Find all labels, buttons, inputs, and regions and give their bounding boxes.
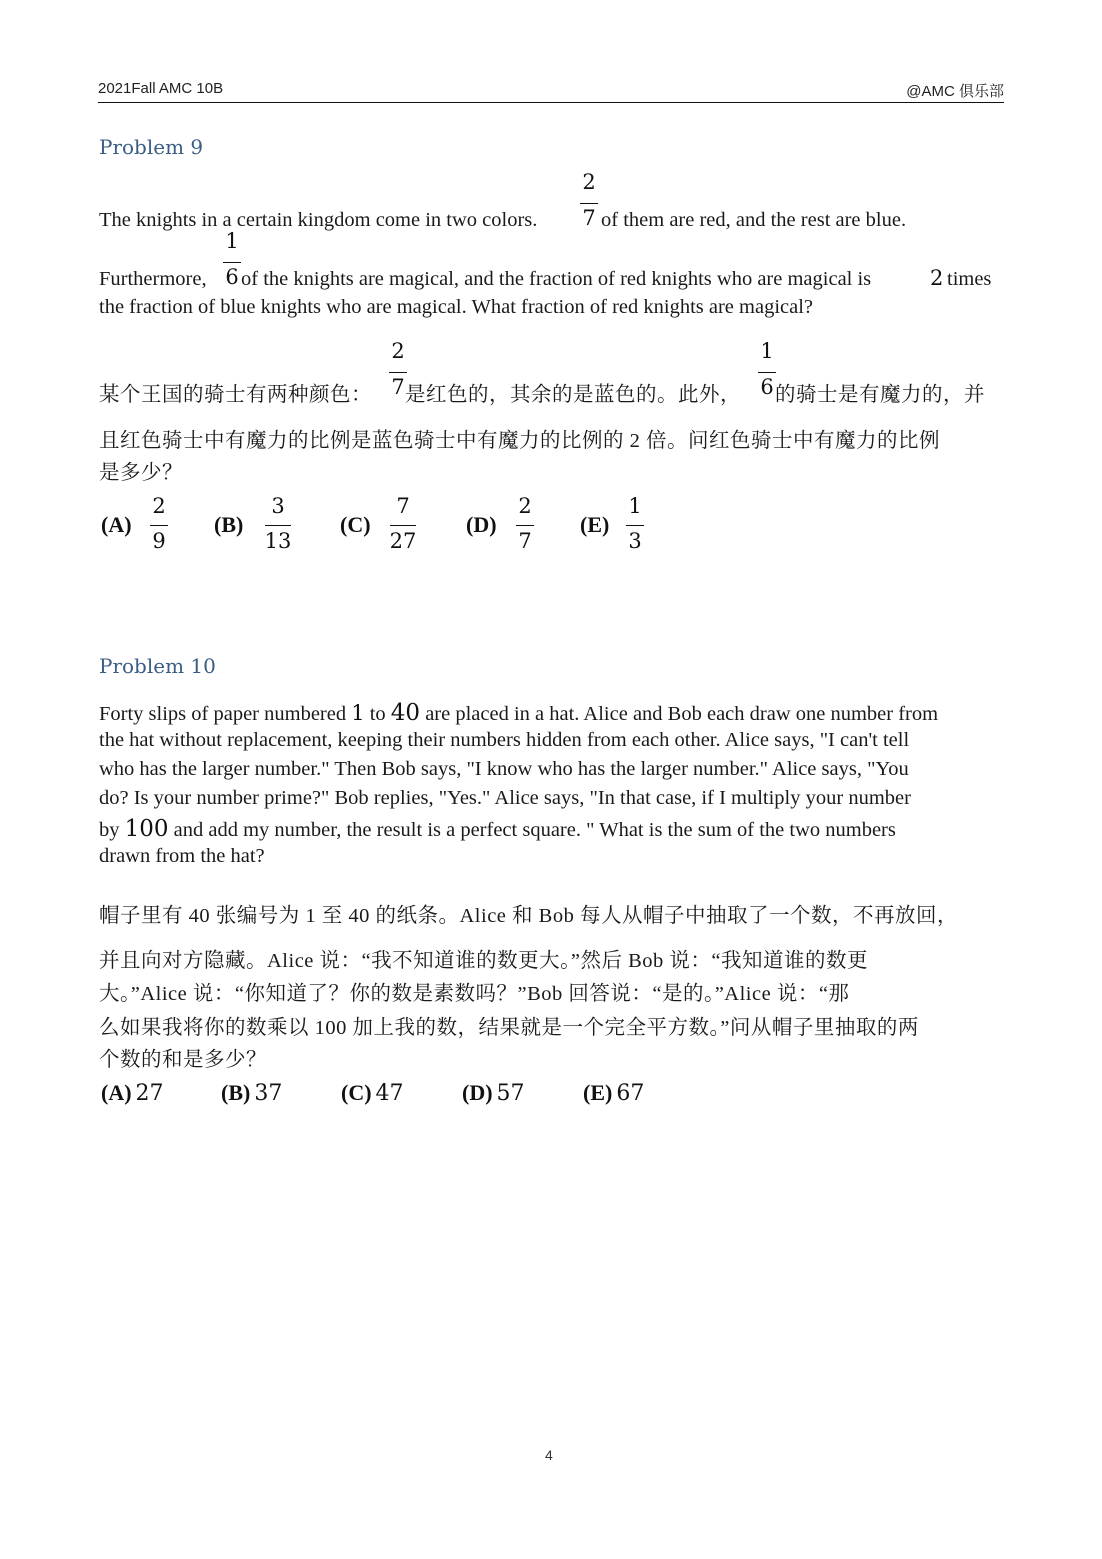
p10-en-line1-c: are placed in a hat. Alice and Bob each draw one number from <box>425 703 939 725</box>
p10-option-b-value: 37 <box>254 1081 283 1106</box>
p9-option-a-letter: (A) <box>101 512 132 537</box>
p10-option-d <box>462 1080 525 1106</box>
p9-option-b-den: 13 <box>264 529 292 553</box>
p9-option-c-letter: (C) <box>340 512 371 537</box>
p9-option-a-num: 2 <box>152 494 166 518</box>
p9-option-e-den: 3 <box>628 529 642 553</box>
p9-en-times-value: 2 <box>930 266 944 290</box>
p9-en-line1-after: of them are red, and the rest are blue. <box>601 209 907 231</box>
p10-option-e-letter: (E) <box>583 1080 613 1105</box>
p9-option-a-bar <box>150 525 168 526</box>
header-left: 2021Fall AMC 10B <box>98 80 224 97</box>
p10-en-line5-b: and add my number, the result is a perfect square. " What is the sum of the two numbers <box>173 819 896 841</box>
p10-option-b <box>221 1080 282 1106</box>
problem-10-title: Problem 10 <box>99 654 216 678</box>
p9-en-frac-red-bar <box>580 203 598 204</box>
p10-en-line4: do? Is your number prime?" Bob replies, "Yes." Alice says, "In that case, if I multiply your number <box>99 787 911 809</box>
p9-option-c-den: 27 <box>389 529 417 553</box>
p10-option-d-value: 57 <box>496 1081 525 1106</box>
p9-option-d-num: 2 <box>518 494 532 518</box>
p9-option-b-num: 3 <box>271 494 285 518</box>
p10-option-a <box>101 1080 164 1106</box>
p10-zh-line1: 帽子里有 40 张编号为 1 至 40 的纸条。Alice 和 Bob 每人从帽子中抽取了一个数，不再放回， <box>99 905 958 927</box>
p9-zh-frac-magic-den: 6 <box>760 375 774 399</box>
p10-en-num-1: 1 <box>351 701 365 725</box>
p10-zh-line3: 大。”Alice 说：“你知道了？你的数是素数吗？”Bob 回答说：“是的。”Alice 说：“那 <box>99 983 850 1005</box>
p10-option-a-value: 27 <box>135 1081 164 1106</box>
p9-option-d-den: 7 <box>518 529 532 553</box>
p10-zh-line4: 么如果我将你的数乘以 100 加上我的数，结果就是一个完全平方数。”问从帽子里抽取的两 <box>99 1017 919 1039</box>
p10-zh-line2: 并且向对方隐藏。Alice 说：“我不知道谁的数更大。”然后 Bob 说：“我知道谁的数更 <box>99 950 868 972</box>
p9-en-frac-magic-num: 1 <box>225 229 239 253</box>
p9-option-b-bar <box>265 525 291 526</box>
p10-en-num-40: 40 <box>390 700 421 726</box>
p9-en-line3: the fraction of blue knights who are magical. What fraction of red knights are magical? <box>99 296 814 318</box>
p10-en-line6: drawn from the hat? <box>99 845 265 867</box>
p9-option-b-letter: (B) <box>214 512 244 537</box>
p10-en-num-100: 100 <box>124 816 169 842</box>
header-right: @AMC 俱乐部 <box>906 83 1004 100</box>
p9-zh-frac-red-den: 7 <box>391 375 405 399</box>
p9-zh-line1-b: 是红色的，其余的是蓝色的。此外， <box>405 384 741 406</box>
p9-zh-line3: 是多少？ <box>99 462 183 484</box>
p9-zh-line2: 且红色骑士中有魔力的比例是蓝色骑士中有魔力的比例的 2 倍。问红色骑士中有魔力的比例 <box>99 430 940 452</box>
p9-en-line1-before: The knights in a certain kingdom come in two colors. <box>99 209 538 231</box>
p10-en-line3: who has the larger number." Then Bob says, "I know who has the larger number." Alice says, "You <box>99 758 909 780</box>
p9-zh-frac-magic-bar <box>758 372 776 373</box>
p9-option-e-bar <box>626 525 644 526</box>
p9-en-frac-red-num: 2 <box>582 170 596 194</box>
p9-option-a-den: 9 <box>152 529 166 553</box>
p9-zh-frac-red-num: 2 <box>391 339 405 363</box>
p10-option-d-letter: (D) <box>462 1080 493 1105</box>
page-number: 4 <box>545 1447 553 1463</box>
p9-en-frac-magic-bar <box>223 262 241 263</box>
p10-en-line1 <box>99 700 938 726</box>
p10-option-b-letter: (B) <box>221 1080 251 1105</box>
problem-9-title: Problem 9 <box>99 135 204 159</box>
p10-en-line2: the hat without replacement, keeping their numbers hidden from each other. Alice says, "I can't tell <box>99 729 910 751</box>
p9-zh-line1-c: 的骑士是有魔力的，并 <box>775 384 985 406</box>
p10-option-c-value: 47 <box>375 1081 404 1106</box>
p9-option-d-bar <box>516 525 534 526</box>
p9-zh-frac-red-bar <box>389 372 407 373</box>
p9-option-c-bar <box>390 525 416 526</box>
p9-option-c-num: 7 <box>396 494 410 518</box>
p9-en-line2-before: Furthermore, <box>99 268 207 290</box>
p10-option-e-value: 67 <box>616 1081 645 1106</box>
p10-option-a-letter: (A) <box>101 1080 132 1105</box>
header-divider <box>98 102 1004 103</box>
p10-zh-line5: 个数的和是多少？ <box>99 1049 267 1071</box>
p10-option-c <box>341 1080 404 1106</box>
p9-en-frac-magic-den: 6 <box>225 265 239 289</box>
p10-option-e <box>583 1080 644 1106</box>
p9-en-line2-after: of the knights are magical, and the fraction of red knights who are magical is <box>241 268 872 290</box>
p10-en-line5-a: by <box>99 819 120 841</box>
p9-zh-line1-a: 某个王国的骑士有两种颜色： <box>99 384 372 406</box>
p9-en-line2-end: times <box>947 268 992 290</box>
p9-option-d-letter: (D) <box>466 512 497 537</box>
p10-en-line1-b: to <box>369 703 386 725</box>
p9-en-frac-red-den: 7 <box>582 206 596 230</box>
p9-option-e-letter: (E) <box>580 512 610 537</box>
p9-zh-frac-magic-num: 1 <box>760 339 774 363</box>
p9-option-e-num: 1 <box>628 494 642 518</box>
p10-en-line1-a: Forty slips of paper numbered <box>99 703 347 725</box>
p10-option-c-letter: (C) <box>341 1080 372 1105</box>
p10-en-line5 <box>99 816 896 842</box>
